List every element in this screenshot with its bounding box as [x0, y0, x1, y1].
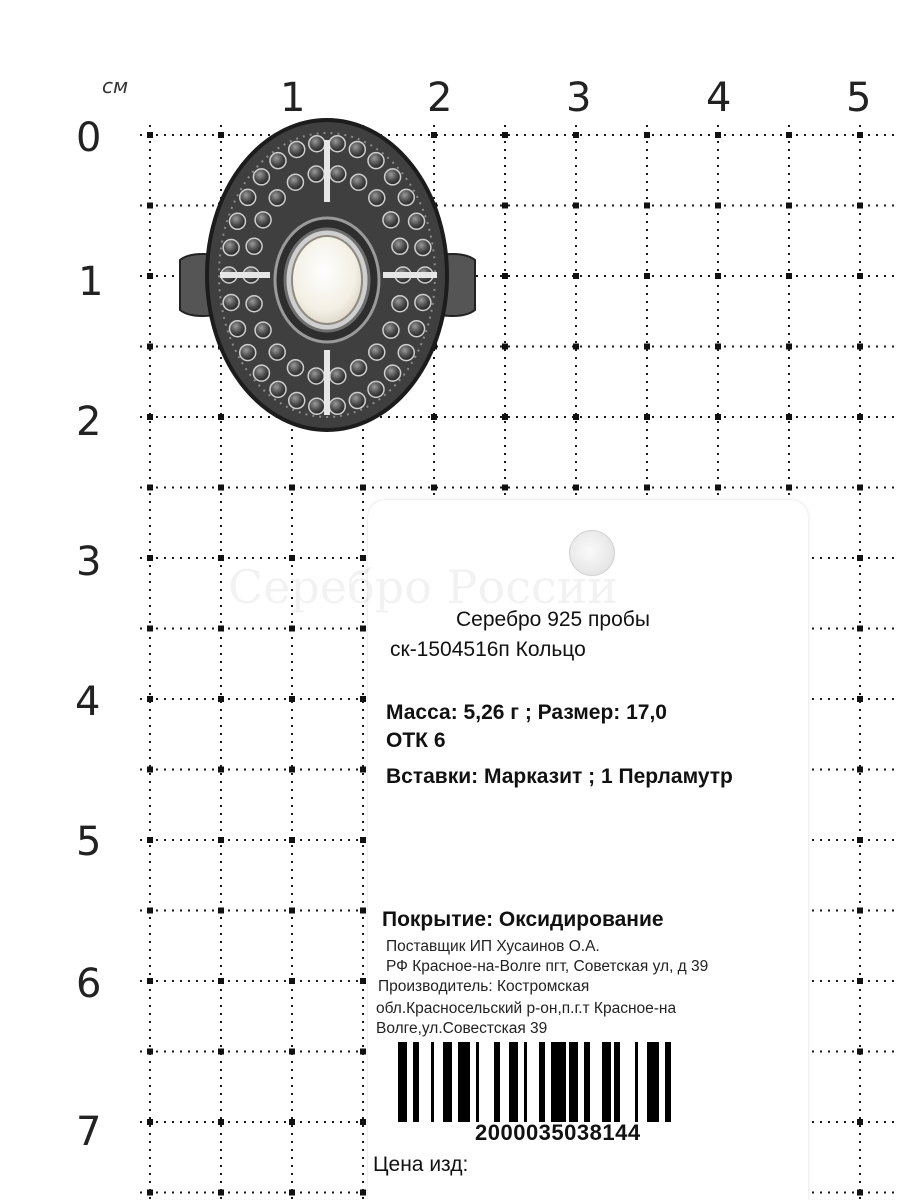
marcasite-stone	[270, 381, 286, 397]
grid-node	[218, 1119, 224, 1125]
grid-node	[786, 414, 792, 420]
barcode-bar	[443, 1042, 452, 1122]
grid-node	[573, 485, 579, 491]
tag-metal-line: Серебро 925 пробы	[456, 608, 650, 631]
marcasite-stone	[392, 238, 408, 254]
grid-node	[147, 837, 153, 843]
grid-node	[360, 767, 366, 773]
marcasite-stone	[255, 212, 271, 228]
grid-node	[218, 837, 224, 843]
barcode-bar	[602, 1042, 611, 1122]
marcasite-stone	[229, 321, 245, 337]
grid-node	[857, 132, 863, 138]
grid-node	[289, 626, 295, 632]
price-label: Цена изд:	[373, 1153, 469, 1176]
y-axis-label-7: 7	[76, 1109, 102, 1155]
tag-coating-line: Покрытие: Оксидирование	[382, 908, 664, 931]
grid-node	[218, 908, 224, 914]
grid-node	[786, 344, 792, 350]
grid-node	[289, 485, 295, 491]
grid-node	[360, 1049, 366, 1055]
marcasite-stone	[349, 393, 365, 409]
price-tag	[228, 500, 808, 1200]
grid-node	[360, 1190, 366, 1196]
grid-node	[360, 485, 366, 491]
grid-node	[147, 1049, 153, 1055]
marcasite-stone	[415, 294, 431, 310]
x-axis-label-1: 1	[280, 75, 306, 121]
marcasite-stone	[270, 153, 286, 169]
grid-node	[289, 767, 295, 773]
barcode-bar	[614, 1042, 620, 1122]
grid-node	[289, 1119, 295, 1125]
grid-node	[218, 978, 224, 984]
unit-label: см	[102, 74, 129, 98]
grid-node	[857, 555, 863, 561]
grid-node	[857, 273, 863, 279]
marcasite-stone	[415, 240, 431, 256]
tag-otk-line: ОТК 6	[386, 729, 446, 752]
y-axis-label-3: 3	[76, 539, 102, 585]
marcasite-stone	[329, 136, 345, 152]
marcasite-stone	[330, 368, 346, 384]
grid-node	[289, 1190, 295, 1196]
tag-watermark: Серебро России	[228, 560, 619, 614]
grid-node	[573, 132, 579, 138]
grid-node	[857, 767, 863, 773]
grid-node	[218, 1190, 224, 1196]
grid-node	[147, 203, 153, 209]
grid-node	[502, 414, 508, 420]
grid-node	[218, 767, 224, 773]
grid-node	[502, 273, 508, 279]
grid-node	[360, 978, 366, 984]
tag-maker-line-3: Волге,ул.Совестская 39	[376, 1020, 548, 1037]
grid-node	[857, 837, 863, 843]
marcasite-stone	[246, 238, 262, 254]
marcasite-stone	[329, 398, 345, 414]
barcode-bar	[551, 1042, 566, 1122]
tag-mass-size-line: Масса: 5,26 г ; Размер: 17,0	[386, 701, 667, 724]
barcode-bar	[665, 1042, 671, 1122]
ring-image	[175, 110, 480, 440]
barcode-bar	[398, 1042, 407, 1122]
grid-node	[360, 1119, 366, 1125]
marcasite-stone	[383, 322, 399, 338]
grid-node	[502, 203, 508, 209]
tag-maker-line-2: обл.Красносельский р-он,п.г.т Красное-на	[376, 1000, 677, 1017]
marcasite-stone	[369, 344, 385, 360]
barcode-bar	[431, 1042, 434, 1122]
marcasite-stone	[330, 166, 346, 182]
marcasite-stone	[409, 213, 425, 229]
grid-node	[786, 132, 792, 138]
tag-supplier-line-2: РФ Красное-на-Волге пгт, Советская ул, д 39	[386, 958, 709, 975]
grid-node	[147, 344, 153, 350]
barcode-bar	[413, 1042, 419, 1122]
tag-supplier-line-1: Поставщик ИП Хусаинов О.А.	[386, 938, 600, 955]
grid-node	[644, 203, 650, 209]
grid-node	[147, 626, 153, 632]
grid-node	[644, 344, 650, 350]
marcasite-stone	[309, 398, 325, 414]
y-axis-label-4: 4	[75, 679, 101, 725]
grid-node	[289, 837, 295, 843]
marcasite-stone	[223, 240, 239, 256]
grid-node	[147, 1190, 153, 1196]
x-axis-label-2: 2	[427, 75, 453, 121]
grid-node	[218, 485, 224, 491]
barcode-bar	[569, 1042, 578, 1122]
grid-node	[715, 344, 721, 350]
tag-article-line: ск-1504516п Кольцо	[390, 638, 586, 661]
grid-node	[147, 1119, 153, 1125]
grid-node	[147, 414, 153, 420]
grid-node	[218, 1049, 224, 1055]
marcasite-stone	[398, 345, 414, 361]
marcasite-stone	[229, 213, 245, 229]
grid-node	[715, 485, 721, 491]
grid-node	[147, 908, 153, 914]
grid-node	[573, 414, 579, 420]
grid-node	[360, 837, 366, 843]
barcode-bar	[509, 1042, 518, 1122]
marcasite-stone	[368, 381, 384, 397]
marcasite-stone	[383, 212, 399, 228]
grid-node	[644, 273, 650, 279]
grid-node	[289, 1049, 295, 1055]
grid-node	[147, 767, 153, 773]
grid-node	[289, 908, 295, 914]
grid-node	[218, 696, 224, 702]
grid-node	[644, 485, 650, 491]
tag-maker-line-1: Производитель: Костромская	[378, 978, 590, 995]
marcasite-stone	[398, 189, 414, 205]
grid-node	[857, 203, 863, 209]
grid-node	[857, 344, 863, 350]
marcasite-stone	[289, 393, 305, 409]
grid-node	[289, 978, 295, 984]
grid-node	[573, 203, 579, 209]
marcasite-stone	[240, 189, 256, 205]
marcasite-stone	[246, 296, 262, 312]
grid-node	[360, 626, 366, 632]
grid-node	[786, 485, 792, 491]
marcasite-stone	[287, 360, 303, 376]
grid-node	[857, 626, 863, 632]
marcasite-stone	[309, 136, 325, 152]
grid-node	[147, 273, 153, 279]
grid-node	[573, 344, 579, 350]
barcode-number: 2000035038144	[475, 1120, 641, 1145]
y-axis-label-6: 6	[76, 961, 102, 1007]
barcode-bar	[458, 1042, 470, 1122]
marcasite-stone	[392, 296, 408, 312]
grid-node	[857, 485, 863, 491]
tag-inserts-line: Вставки: Марказит ; 1 Перламутр	[386, 765, 733, 788]
marcasite-stone	[240, 345, 256, 361]
grid-node	[786, 203, 792, 209]
grid-node	[573, 273, 579, 279]
marcasite-stone	[269, 190, 285, 206]
barcode-bar	[647, 1042, 659, 1122]
marcasite-stone	[385, 365, 401, 381]
grid-node	[857, 696, 863, 702]
marcasite-stone	[351, 360, 367, 376]
x-axis-label-5: 5	[846, 75, 872, 121]
grid-node	[360, 696, 366, 702]
marcasite-stone	[409, 321, 425, 337]
grid-node	[715, 414, 721, 420]
marcasite-stone	[351, 174, 367, 190]
marcasite-stone	[255, 322, 271, 338]
grid-node	[218, 626, 224, 632]
grid-node	[502, 485, 508, 491]
barcode-bar	[584, 1042, 590, 1122]
barcode-bar	[539, 1042, 545, 1122]
grid-node	[715, 273, 721, 279]
y-axis-label-2: 2	[76, 399, 102, 445]
marcasite-stone	[289, 141, 305, 157]
grid-node	[644, 414, 650, 420]
x-axis-label-4: 4	[706, 75, 732, 121]
grid-node	[857, 1049, 863, 1055]
barcode-bar	[494, 1042, 500, 1122]
marcasite-stone	[253, 169, 269, 185]
grid-node	[147, 555, 153, 561]
grid-node	[289, 696, 295, 702]
grid-node	[857, 1119, 863, 1125]
marcasite-stone	[385, 169, 401, 185]
grid-node	[715, 132, 721, 138]
grid-node	[715, 203, 721, 209]
marcasite-stone	[308, 166, 324, 182]
grid-node	[502, 132, 508, 138]
marcasite-stone	[287, 174, 303, 190]
marcasite-stone	[308, 368, 324, 384]
marcasite-stone	[269, 344, 285, 360]
grid-node	[218, 555, 224, 561]
barcode	[398, 1042, 753, 1122]
marcasite-stone	[368, 153, 384, 169]
grid-node	[644, 132, 650, 138]
marcasite-stone	[369, 190, 385, 206]
grid-node	[857, 414, 863, 420]
grid-node	[147, 696, 153, 702]
barcode-bar	[635, 1042, 638, 1122]
grid-node	[147, 978, 153, 984]
marcasite-stone	[223, 294, 239, 310]
grid-node	[431, 485, 437, 491]
y-axis-label-5: 5	[76, 819, 102, 865]
grid-node	[857, 908, 863, 914]
x-axis-label-3: 3	[566, 75, 592, 121]
grid-node	[147, 132, 153, 138]
barcode-bar	[524, 1042, 527, 1122]
barcode-bar	[476, 1042, 479, 1122]
grid-node	[857, 1190, 863, 1196]
y-axis-label-0: 0	[76, 115, 102, 161]
marcasite-stone	[349, 141, 365, 157]
y-axis-label-1: 1	[78, 259, 104, 305]
marcasite-stone	[253, 365, 269, 381]
grid-node	[147, 485, 153, 491]
grid-node	[786, 273, 792, 279]
grid-node	[857, 978, 863, 984]
grid-node	[502, 344, 508, 350]
grid-node	[360, 908, 366, 914]
